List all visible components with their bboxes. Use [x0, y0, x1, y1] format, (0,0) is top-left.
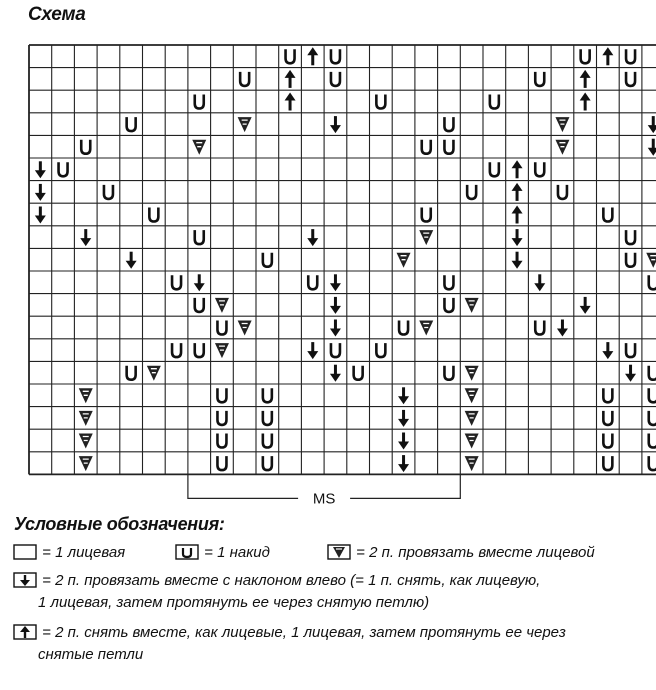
s2kp-icon — [512, 183, 523, 201]
yarn-over-icon — [422, 208, 431, 222]
k2tog-icon — [465, 411, 479, 426]
ssk-icon — [307, 342, 318, 359]
yarn-over-icon — [444, 298, 453, 312]
ssk-icon — [534, 274, 545, 291]
k2tog-icon — [238, 321, 252, 336]
legend-yarn-over — [174, 544, 270, 562]
ssk-icon — [80, 229, 91, 246]
yarn-over-icon — [104, 185, 113, 199]
ssk-icon — [35, 161, 46, 178]
yarn-over-icon — [649, 411, 656, 425]
legend-ssk-text: = 2 п. провязать вместе с наклоном влево (= 1 п. снять, как лицевую, — [42, 572, 541, 589]
ssk-icon — [648, 116, 656, 133]
legend-ssk — [12, 572, 540, 590]
yarn-over-icon — [286, 49, 295, 63]
ssk-icon — [512, 229, 523, 246]
k2tog-icon — [79, 456, 93, 471]
k2tog-icon — [465, 298, 479, 313]
ssk-icon — [35, 184, 46, 201]
ssk-icon — [580, 297, 591, 314]
k2tog-icon — [215, 298, 229, 313]
yarn-over-icon — [331, 49, 340, 63]
yarn-over-icon — [603, 208, 612, 222]
yarn-over-icon — [354, 366, 363, 380]
k2tog-icon — [646, 253, 656, 268]
yarn-over-icon — [399, 321, 408, 335]
ssk-icon — [126, 252, 137, 269]
yarn-over-icon — [217, 456, 226, 470]
s2kp-icon — [602, 47, 613, 65]
k2tog-icon — [397, 253, 411, 268]
k2tog-icon — [465, 388, 479, 403]
ssk-icon — [398, 387, 409, 404]
yarn-over-icon — [217, 388, 226, 402]
ms-label: MS — [312, 490, 336, 508]
yarn-over-icon — [603, 388, 612, 402]
yarn-over-icon — [308, 275, 317, 289]
yarn-over-icon — [444, 275, 453, 289]
k2tog-icon — [79, 411, 93, 426]
yarn-over-icon — [263, 411, 272, 425]
s2kp-icon — [285, 93, 296, 111]
s2kp-icon — [512, 206, 523, 224]
legend-ssk-cont — [38, 594, 429, 612]
yarn-over-icon — [81, 140, 90, 154]
ssk-symbol-icon — [12, 572, 38, 588]
legend-knit — [12, 544, 125, 562]
yarn-over-icon — [217, 434, 226, 448]
k2tog-icon — [465, 366, 479, 381]
k2tog-icon — [147, 366, 161, 381]
ssk-icon — [398, 410, 409, 427]
yarn-over-icon — [195, 95, 204, 109]
yarn-over-icon — [626, 49, 635, 63]
ssk-icon — [602, 342, 613, 359]
ssk-icon — [330, 297, 341, 314]
ssk-icon — [35, 207, 46, 224]
ssk-icon — [398, 433, 409, 450]
yarn-over-icon — [127, 117, 136, 131]
ssk-icon — [330, 274, 341, 291]
s2kp-icon — [307, 47, 318, 65]
yarn-over-icon — [649, 434, 656, 448]
ssk-icon — [330, 116, 341, 133]
yarn-over-icon — [195, 298, 204, 312]
ssk-icon — [557, 320, 568, 337]
yarn-over-icon — [376, 343, 385, 357]
yarn-over-icon — [376, 95, 385, 109]
yarn-over-icon — [217, 411, 226, 425]
yarn-over-icon — [149, 208, 158, 222]
yarn-over-icon — [195, 230, 204, 244]
k2tog-icon — [419, 230, 433, 245]
yarn-over-icon — [558, 185, 567, 199]
yarn-over-icon — [603, 411, 612, 425]
k2tog-icon — [192, 140, 206, 155]
legend-s2kp — [12, 624, 566, 642]
yarn-over-icon — [649, 388, 656, 402]
yarn-over-icon — [649, 366, 656, 380]
knit-symbol-icon — [12, 544, 38, 560]
legend-title: Условные обозначения: — [14, 514, 225, 534]
legend-s2kp-cont — [38, 646, 143, 664]
yarn-over-icon — [172, 275, 181, 289]
yarn-over-icon — [331, 72, 340, 86]
ssk-icon — [625, 365, 636, 382]
s2kp-icon — [580, 70, 591, 88]
yarn-over-icon — [240, 72, 249, 86]
k2tog-icon — [465, 456, 479, 471]
legend-s2kp-text-cont: снятые петли — [38, 646, 144, 663]
ssk-icon — [330, 365, 341, 382]
k2tog-icon — [238, 117, 252, 132]
k2tog-icon — [419, 321, 433, 336]
legend-k2tog-text: = 2 п. провязать вместе лицевой — [356, 544, 595, 561]
yarn-over-icon — [444, 140, 453, 154]
s2kp-symbol-icon — [12, 624, 38, 640]
legend-yarn-over-text: = 1 накид — [204, 544, 270, 561]
yarn-over-icon — [581, 49, 590, 63]
yarn-over-icon — [331, 343, 340, 357]
ssk-icon — [307, 229, 318, 246]
yarn-over-icon — [444, 117, 453, 131]
ssk-icon — [398, 455, 409, 472]
yarn-over-icon — [626, 343, 635, 357]
yarn-over-icon — [172, 343, 181, 357]
ssk-icon — [512, 252, 523, 269]
legend-s2kp-text: = 2 п. снять вместе, как лицевые, 1 лицевая, затем протянуть ее через — [42, 624, 566, 641]
k2tog-icon — [555, 117, 569, 132]
yarn-over-icon — [263, 253, 272, 267]
yarn-over-symbol-icon — [174, 544, 200, 560]
yarn-over-icon — [422, 140, 431, 154]
legend-ssk-text-cont: 1 лицевая, затем протянуть ее через снятую петлю) — [38, 594, 430, 611]
yarn-over-icon — [535, 162, 544, 176]
s2kp-icon — [285, 70, 296, 88]
yarn-over-icon — [467, 185, 476, 199]
yarn-over-icon — [626, 72, 635, 86]
k2tog-symbol-icon — [326, 544, 352, 560]
yarn-over-icon — [263, 434, 272, 448]
yarn-over-icon — [626, 253, 635, 267]
k2tog-icon — [79, 388, 93, 403]
k2tog-icon — [215, 343, 229, 358]
yarn-over-icon — [603, 456, 612, 470]
yarn-over-icon — [535, 321, 544, 335]
k2tog-icon — [555, 140, 569, 155]
yarn-over-icon — [649, 456, 656, 470]
k2tog-icon — [79, 434, 93, 449]
yarn-over-icon — [603, 434, 612, 448]
legend-knit-text: = 1 лицевая — [42, 544, 126, 561]
legend-k2tog — [326, 544, 595, 562]
yarn-over-icon — [195, 343, 204, 357]
yarn-over-icon — [444, 366, 453, 380]
ssk-icon — [648, 139, 656, 156]
yarn-over-icon — [217, 321, 226, 335]
k2tog-icon — [465, 434, 479, 449]
s2kp-icon — [580, 93, 591, 111]
yarn-over-icon — [263, 456, 272, 470]
chart-title: Схема — [28, 4, 86, 25]
yarn-over-icon — [59, 162, 68, 176]
ssk-icon — [330, 320, 341, 337]
yarn-over-icon — [127, 366, 136, 380]
s2kp-icon — [512, 160, 523, 178]
yarn-over-icon — [263, 388, 272, 402]
chart-grid — [29, 45, 656, 474]
yarn-over-icon — [649, 275, 656, 289]
yarn-over-icon — [490, 162, 499, 176]
yarn-over-icon — [626, 230, 635, 244]
yarn-over-icon — [535, 72, 544, 86]
ssk-icon — [194, 274, 205, 291]
yarn-over-icon — [490, 95, 499, 109]
